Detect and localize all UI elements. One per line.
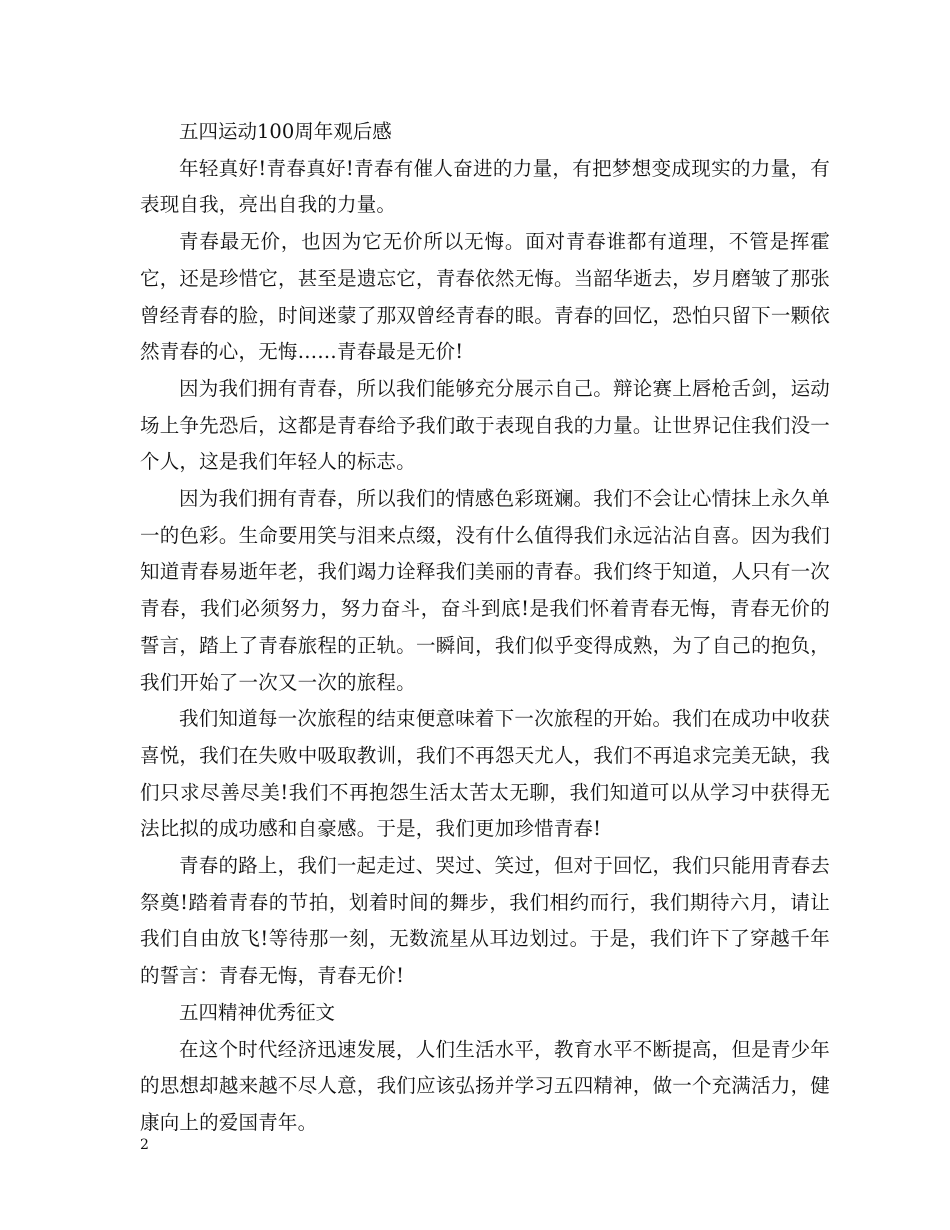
essay-title-2: 五四精神优秀征文	[179, 1000, 336, 1024]
paragraph: 青春最无价，也因为它无价所以无悔。面对青春谁都有道理，不管是挥霍它，还是珍惜它，甚至是遗忘它，青春依然无悔。当韶华逝去，岁月磨皱了那张曾经青春的脸，时间迷蒙了那双曾经青春的眼。青春的回忆，恐怕只留下一颗依然青春的心，无悔……青春最是无价!	[140, 230, 830, 364]
paragraph: 因为我们拥有青春，所以我们的情感色彩斑斓。我们不会让心情抹上永久单一的色彩。生命要用笑与泪来点缀，没有什么值得我们永远沾沾自喜。因为我们知道青春易逝年老，我们竭力诠释我们美丽的青春。我们终于知道，人只有一次青春，我们必须努力，努力奋斗，奋斗到底!是我们怀着青春无悔，青春无价的誓言，踏上了青春旅程的正轨。一瞬间，我们似乎变得成熟，为了自己的抱负，我们开始了一次又一次的旅程。	[140, 487, 830, 694]
paragraph: 在这个时代经济迅速发展，人们生活水平，教育水平不断提高，但是青少年的思想却越来越不尽人意，我们应该弘扬并学习五四精神，做一个充满活力，健康向上的爱国青年。	[140, 1037, 830, 1134]
essay-title-1: 五四运动100周年观后感	[179, 120, 392, 143]
paragraph: 青春的路上，我们一起走过、哭过、笑过，但对于回忆，我们只能用青春去祭奠!踏着青春的节拍，划着时间的舞步，我们相约而行，我们期待六月，请让我们自由放飞!等待那一刻，无数流星从耳边划过。于是，我们许下了穿越千年的誓言：青春无悔，青春无价!	[140, 854, 830, 988]
paragraph: 我们知道每一次旅程的结束便意味着下一次旅程的开始。我们在成功中收获喜悦，我们在失败中吸取教训，我们不再怨天尤人，我们不再追求完美无缺，我们只求尽善尽美!我们不再抱怨生活太苦太无聊，我们知道可以从学习中获得无法比拟的成功感和自豪感。于是，我们更加珍惜青春!	[140, 707, 830, 841]
document-body	[140, 114, 830, 1142]
paragraph: 因为我们拥有青春，所以我们能够充分展示自己。辩论赛上唇枪舌剑，运动场上争先恐后，这都是青春给予我们敢于表现自我的力量。让世界记住我们没一个人，这是我们年轻人的标志。	[140, 376, 830, 474]
page-number: 2	[140, 1137, 149, 1153]
paragraph: 年轻真好!青春真好!青春有催人奋进的力量，有把梦想变成现实的力量，有表现自我，亮出自我的力量。	[140, 156, 830, 217]
